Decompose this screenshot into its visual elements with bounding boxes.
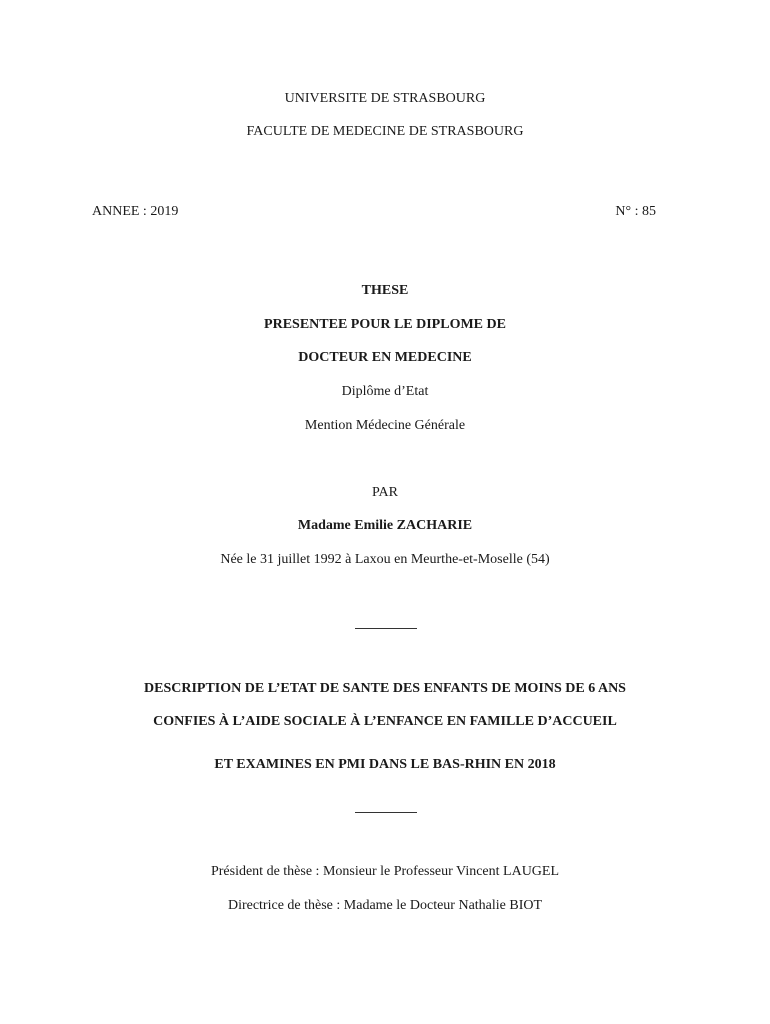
mention-line: Mention Médecine Générale	[304, 418, 466, 433]
author-name: Madame Emilie ZACHARIE	[297, 518, 473, 533]
thesis-number: N° : 85	[615, 204, 656, 219]
author-birth: Née le 31 juillet 1992 à Laxou en Meurthe-et-Moselle (54)	[220, 552, 550, 567]
director-line: Directrice de thèse : Madame le Docteur Nathalie BIOT	[227, 898, 543, 913]
presented-for-line: PRESENTEE POUR LE DIPLOME DE	[264, 317, 506, 332]
subject-line-1: DESCRIPTION DE L’ETAT DE SANTE DES ENFANTS DE MOINS DE 6 ANS	[144, 681, 626, 696]
president-line: Président de thèse : Monsieur le Professeur Vincent LAUGEL	[210, 864, 560, 879]
separator-rule-top	[355, 628, 417, 629]
separator-rule-bottom	[355, 812, 417, 813]
diploma-line: Diplôme d’Etat	[341, 384, 429, 399]
year-label: ANNEE : 2019	[92, 204, 179, 219]
degree-line: DOCTEUR EN MEDECINE	[298, 350, 472, 365]
faculty-name: FACULTE DE MEDECINE DE STRASBOURG	[246, 124, 524, 139]
year-number-row	[92, 203, 656, 221]
par-label: PAR	[372, 485, 398, 500]
subject-line-2: CONFIES À L’AIDE SOCIALE À L’ENFANCE EN FAMILLE D’ACCUEIL	[153, 714, 617, 729]
thesis-heading: THESE	[361, 283, 409, 298]
subject-line-3: ET EXAMINES EN PMI DANS LE BAS-RHIN EN 2018	[214, 757, 556, 772]
university-name: UNIVERSITE DE STRASBOURG	[284, 91, 486, 106]
